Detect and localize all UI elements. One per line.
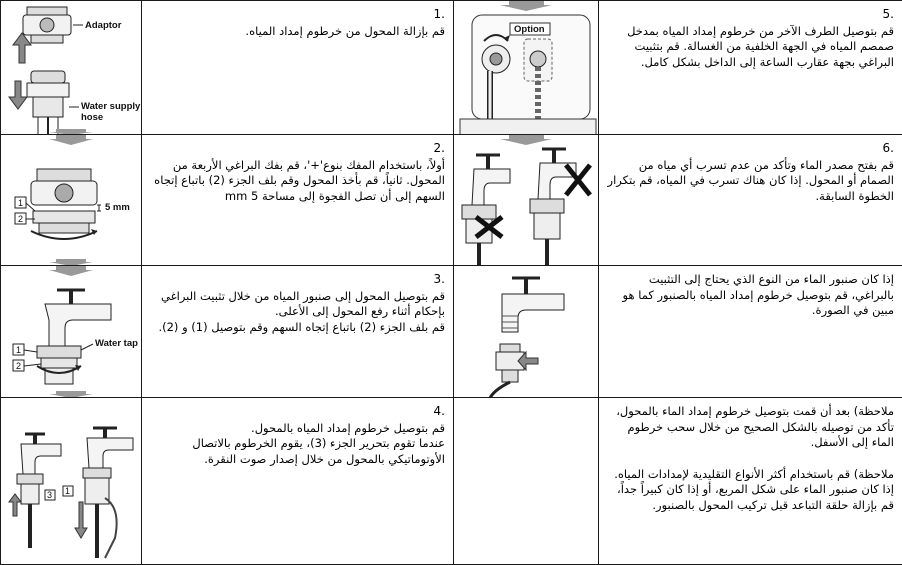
part-1-label: 1: [18, 198, 23, 208]
step-number: 5.: [607, 7, 894, 23]
step-number: 4.: [150, 404, 445, 420]
step-2-illustration: [1, 135, 142, 266]
step-6-illustration: [454, 135, 599, 266]
table-row: [1, 135, 902, 266]
gap-label: 5 mm: [105, 202, 130, 213]
part-2-label: 2: [16, 361, 21, 371]
adaptor-label: Adaptor: [85, 20, 122, 31]
instruction-text: قم بإزالة المحول من خرطوم إمداد المياه.: [150, 24, 445, 40]
part-2-label: 2: [18, 214, 23, 224]
table-row: [1, 266, 902, 398]
step-3-text: [142, 266, 454, 398]
note-paragraph: ملاحظة) بعد أن قمت بتوصيل خرطوم إمداد الماء بالمحول، تأكد من توصيله بالشكل الصحيح من خلال سحب خرطوم الماء إلى الأسفل.: [607, 404, 894, 451]
step-6-text: [599, 135, 902, 266]
step-2-text: [142, 135, 454, 266]
screw-tap-text: [599, 266, 902, 398]
water-supply-label: Water supply: [81, 101, 141, 112]
step-4-text: [142, 398, 454, 565]
hose-label: hose: [81, 112, 103, 123]
step-number: 6.: [607, 141, 894, 157]
instruction-text: قم بتوصيل المحول إلى صنبور المياه من خلال تثبيت البراغي بإحكام أثناء رفع المحول إلى الأعلى.: [150, 289, 445, 320]
step-3-illustration: [1, 266, 142, 398]
step-number: 2.: [150, 141, 445, 157]
step-5-text: [599, 1, 902, 135]
part-3-label: 3: [47, 490, 52, 500]
empty-cell: [454, 398, 599, 565]
screw-tap-illustration: [454, 266, 599, 398]
part-1-label: 1: [65, 486, 70, 496]
instruction-text: قم بتوصيل خرطوم إمداد المياه بالمحول.: [150, 421, 445, 437]
notes-text: [599, 398, 902, 565]
part-1-label: 1: [16, 345, 21, 355]
step-1-illustration: [1, 1, 142, 135]
instruction-text: قم بلف الجزء (2) باتباع إتجاه السهم وقم بتوصيل (1) و (2).: [150, 320, 445, 336]
option-label: Option: [514, 24, 545, 35]
table-row: [1, 398, 902, 565]
step-1-text: [142, 1, 454, 135]
instruction-text: إذا كان صنبور الماء من النوع الذي يحتاج إلى التثبيت بالبراغي، قم بتوصيل خرطوم إمداد المياه بالصنبور كما هو مبين في الصورة.: [607, 272, 894, 319]
water-tap-label: Water tap: [95, 338, 138, 349]
table-row: [1, 1, 902, 135]
step-4-illustration: [1, 398, 142, 565]
step-number: 3.: [150, 272, 445, 288]
instruction-text: قم بتوصيل الطرف الآخر من خرطوم إمداد المياه بمدخل صمصم المياه في الجهة الخلفية من الغسالة. قم بتثبيت البراغي بجهة عقارب الساعة إلى الداخل بشكل كامل.: [607, 24, 894, 71]
step-5-illustration: [454, 1, 599, 135]
instruction-text: أولاً، باستخدام المفك بنوع'+'، قم بفك البراغي الأربعة من المحول. ثانياً، قم بأخذ المحول وقم بلف الجزء (2) باتباع إتجاه السهم إلى أن تصل الفجوة إلى مساحة 5 mm: [150, 158, 445, 205]
instruction-text: عندما تقوم بتحرير الجزء (3)، يقوم الخرطوم بالاتصال الأوتوماتيكي بالمحول من خلال إصدار صوت النقرة.: [150, 436, 445, 467]
note-paragraph: ملاحظة) قم باستخدام أكثر الأنواع التقليدية لإمدادات المياه. إذا كان صنبور الماء على شكل المربع، أو إذا كان كبيراً جداً، قم بإزالة حلقة التباعد قبل تركيب المحول بالصنبور.: [607, 467, 894, 514]
step-number: 1.: [150, 7, 445, 23]
instruction-text: قم بفتح مصدر الماء وتأكد من عدم تسرب أي مياه من الصمام أو المحول. إذا كان هناك تسرب في المياه، قم بتكرار الخطوة السابقة.: [607, 158, 894, 205]
